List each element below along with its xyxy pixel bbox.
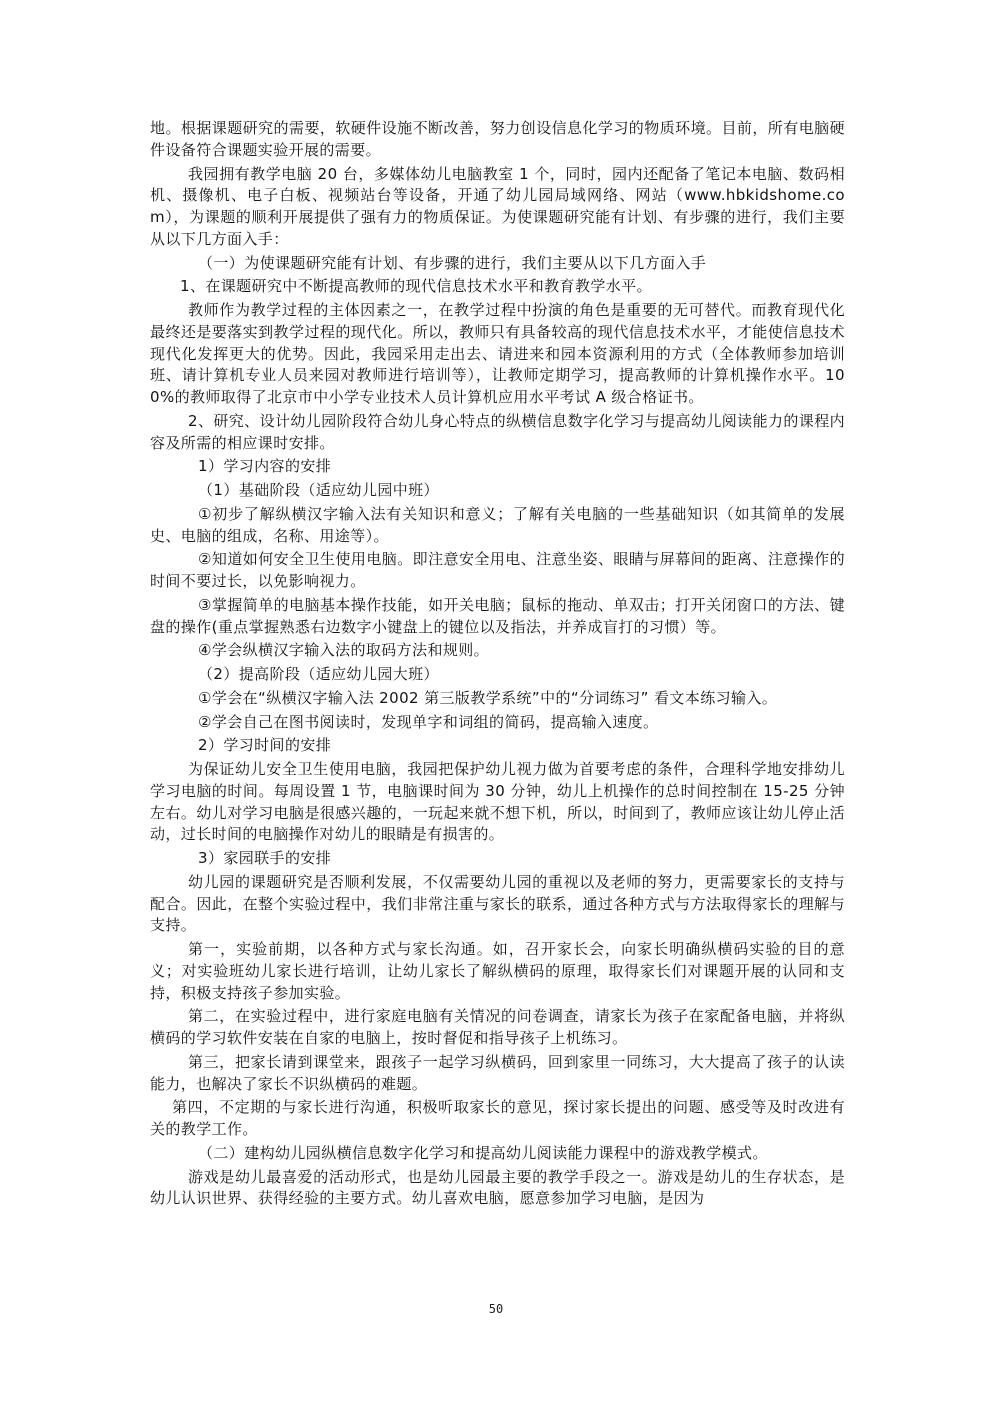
body-text bbox=[150, 118, 845, 1212]
item-heading: （2）提高阶段（适应幼儿园大班） bbox=[198, 665, 439, 683]
paragraph: 第四，不定期的与家长进行沟通，积极听取家长的意见，探讨家长提出的问题、感受等及时改进有关的教学工作。 bbox=[150, 1098, 845, 1138]
paragraph: 幼儿园的课题研究是否顺利发展，不仅需要幼儿园的重视以及老师的努力，更需要家长的支持与配合。因此，在整个实验过程中，我们非常注重与家长的联系，通过各种方式与方法取得家长的理解与支持。 bbox=[150, 872, 845, 935]
item-heading: 1）学习内容的安排 bbox=[198, 457, 332, 476]
item-heading: 3）家园联手的安排 bbox=[198, 849, 332, 867]
paragraph: 第一，实验前期，以各种方式与家长沟通。如，召开家长会，向家长明确纵横码实验的目的意义；对实验班幼儿家长进行培训，让幼儿家长了解纵横码的原理，取得家长们对课题开展的认同和支持，积极支持孩子参加实验。 bbox=[150, 940, 845, 1002]
subsection-heading: 1、在课题研究中不断提高教师的现代信息技术水平和教育教学水平。 bbox=[180, 277, 652, 296]
subsection-heading: 2、研究、设计幼儿园阶段符合幼儿身心特点的纵横信息数字化学习与提高幼儿阅读能力的课程内容及所需的相应课时安排。 bbox=[150, 411, 845, 452]
page-number: 50 bbox=[488, 1302, 504, 1316]
item-heading: 2）学习时间的安排 bbox=[198, 736, 332, 755]
paragraph: 教师作为教学过程的主体因素之一，在教学过程中扮演的角色是重要的无可替代。而教育现代化最终还是要落实到教学过程的现代化。所以，教师只有具备较高的现代信息技术水平，才能使信息技术现代化发挥更大的优势。因此，我园采用走出去、请进来和园本资源利用的方式（全体教师参加培训班、请计算机专业人员来园对教师进行培训等），让教师定期学习，提高教师的计算机操作水平。100%的教师取得了北京市中小学专业技术人员计算机应用水平考试 A 级合格证书。 bbox=[150, 301, 845, 406]
list-item: ④学会纵横汉字输入法的取码方法和规则。 bbox=[198, 641, 490, 660]
list-item: ①初步了解纵横汉字输入法有关知识和意义；了解有关电脑的一些基础知识（如其简单的发展史、电脑的组成，名称、用途等）。 bbox=[150, 504, 845, 545]
list-item: ②知道如何安全卫生使用电脑。即注意安全用电、注意坐姿、眼睛与屏幕间的距离、注意操作的时间不要过长，以免影响视力。 bbox=[150, 550, 845, 590]
paragraph: 为保证幼儿安全卫生使用电脑，我园把保护幼儿视力做为首要考虑的条件，合理科学地安排幼儿学习电脑的时间。每周设置 1 节，电脑课时间为 30 分钟，幼儿上机操作的总时间控制在 15-25 分钟左右。幼儿对学习电脑是很感兴趣的，一玩起来就不想下机，所以，时间到了，教师应该让幼儿停止活动，过长时间的电脑操作对幼儿的眼睛是有损害的。 bbox=[150, 760, 845, 844]
section-heading: （二）建构幼儿园纵横信息数字化学习和提高幼儿阅读能力课程中的游戏教学模式。 bbox=[198, 1143, 768, 1162]
list-item: ③掌握简单的电脑基本操作技能，如开关电脑；鼠标的拖动、单双击；打开关闭窗口的方法、键盘的操作(重点掌握熟悉右边数字小键盘上的键位以及指法，并养成盲打的习惯）等。 bbox=[150, 595, 845, 636]
paragraph: 游戏是幼儿最喜爱的活动形式，也是幼儿园最主要的教学手段之一。游戏是幼儿的生存状态，是幼儿认识世界、获得经验的主要方式。幼儿喜欢电脑，愿意参加学习电脑，是因为 bbox=[150, 1167, 845, 1208]
list-item: ①学会在“纵横汉字输入法 2002 第三版教学系统”中的“分词练习” 看文本练习输入。 bbox=[198, 688, 778, 707]
item-heading: （1）基础阶段（适应幼儿园中班） bbox=[198, 481, 439, 499]
paragraph: 地。根据课题研究的需要，软硬件设施不断改善，努力创设信息化学习的物质环境。目前，所有电脑硬件设备符合课题实验开展的需要。 bbox=[150, 119, 845, 159]
paragraph: 第二，在实验过程中，进行家庭电脑有关情况的问卷调查，请家长为孩子在家配备电脑，并将纵横码的学习软件安装在自家的电脑上，按时督促和指导孩子上机练习。 bbox=[150, 1007, 845, 1047]
paragraph: 第三，把家长请到课堂来，跟孩子一起学习纵横码，回到家里一同练习，大大提高了孩子的认读能力，也解决了家长不识纵横码的难题。 bbox=[150, 1052, 845, 1093]
section-heading: （一）为使课题研究能有计划、有步骤的进行，我们主要从以下几方面入手 bbox=[198, 253, 707, 272]
paragraph: 我园拥有教学电脑 20 台，多媒体幼儿电脑教室 1 个，同时，园内还配备了笔记本电脑、数码相机、摄像机、电子白板、视频站台等设备，开通了幼儿园局域网络、网站（www.hbkidshome.com），为课题的顺利开展提供了强有力的物质保证。为使课题研究能有计划、有步骤的进行，我们主要从以下几方面入手： bbox=[150, 164, 845, 248]
list-item: ②学会自己在图书阅读时，发现单字和词组的简码，提高输入速度。 bbox=[198, 712, 659, 731]
